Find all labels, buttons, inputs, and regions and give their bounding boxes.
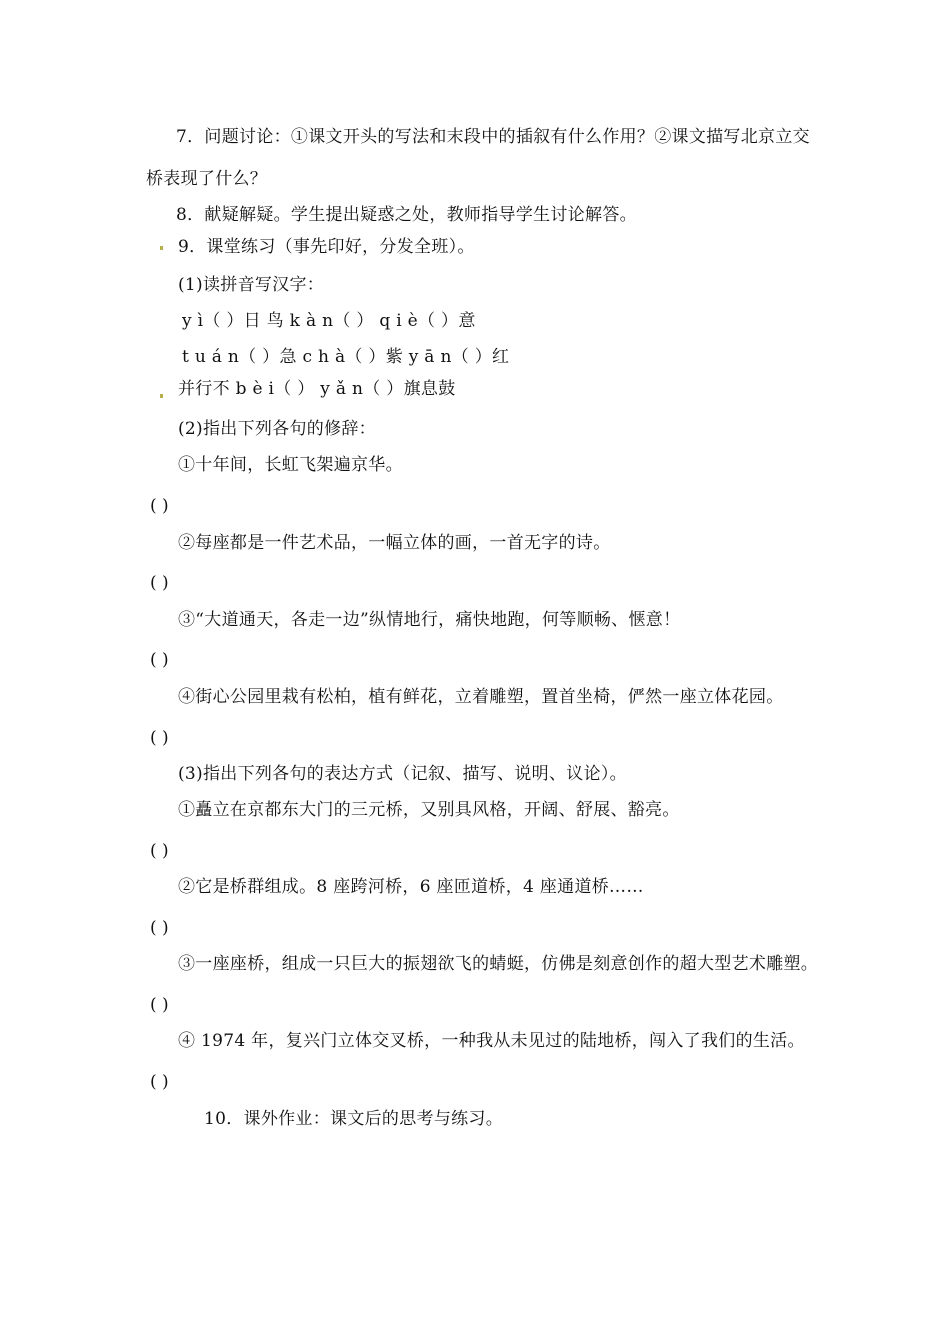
answer-blank[interactable]: ( ) [150, 995, 169, 1015]
pinyin-row-2: t u á n（ ）急 c h à（ ）紫 y ā n（ ）红 [182, 347, 510, 367]
rhetoric-sentence-4: ④街心公园里栽有松柏，植有鲜花，立着雕塑，置首坐椅，俨然一座立体花园。 [178, 687, 784, 707]
rhetoric-sentence-2: ②每座都是一件艺术品，一幅立体的画，一首无字的诗。 [178, 533, 611, 553]
exercise-1-heading: (1)读拼音写汉字： [178, 275, 325, 295]
answer-blank[interactable]: ( ) [150, 728, 169, 748]
expression-sentence-1: ①矗立在京都东大门的三元桥，又别具风格，开阔、舒展、豁亮。 [178, 800, 680, 820]
answer-blank[interactable]: ( ) [150, 918, 169, 938]
pinyin-row-3: 并行不 b è i（ ） y ǎ n（ ）旗息鼓 [178, 379, 456, 399]
pinyin-row-1: y ì（ ）日 鸟 k à n（ ） q i è（ ）意 [182, 311, 476, 331]
rhetoric-sentence-1: ①十年间，长虹飞架遍京华。 [178, 455, 403, 475]
rhetoric-sentence-3: ③“大道通天，各走一边”纵情地行，痛快地跑，何等顺畅、惬意！ [178, 610, 681, 630]
answer-blank[interactable]: ( ) [150, 573, 169, 593]
expression-sentence-2: ②它是桥群组成。8 座跨河桥，6 座匝道桥，4 座通道桥…… [178, 877, 644, 897]
answer-blank[interactable]: ( ) [150, 650, 169, 670]
question-7-line-2: 桥表现了什么？ [146, 169, 268, 189]
question-7-line-1: 7．问题讨论：①课文开头的写法和末段中的插叙有什么作用？②课文描写北京立交 [176, 127, 810, 147]
answer-blank[interactable]: ( ) [150, 1072, 169, 1092]
answer-blank[interactable]: ( ) [150, 841, 169, 861]
question-8: 8．献疑解疑。学生提出疑惑之处，教师指导学生讨论解答。 [176, 205, 637, 225]
expression-sentence-4: ④ 1974 年，复兴门立体交叉桥，一种我从未见过的陆地桥，闯入了我们的生活。 [178, 1031, 805, 1051]
expression-sentence-3: ③一座座桥，组成一只巨大的振翅欲飞的蜻蜓，仿佛是刻意创作的超大型艺术雕塑。 [178, 954, 819, 974]
scan-mark [160, 246, 163, 250]
exercise-3-heading: (3)指出下列各句的表达方式（记叙、描写、说明、议论）。 [178, 764, 627, 784]
question-9-title: 9．课堂练习（事先印好，分发全班）。 [178, 237, 475, 257]
question-10: 10．课外作业：课文后的思考与练习。 [204, 1109, 504, 1129]
answer-blank[interactable]: ( ) [150, 496, 169, 516]
scan-mark [160, 394, 163, 398]
exercise-2-heading: (2)指出下列各句的修辞： [178, 419, 376, 439]
